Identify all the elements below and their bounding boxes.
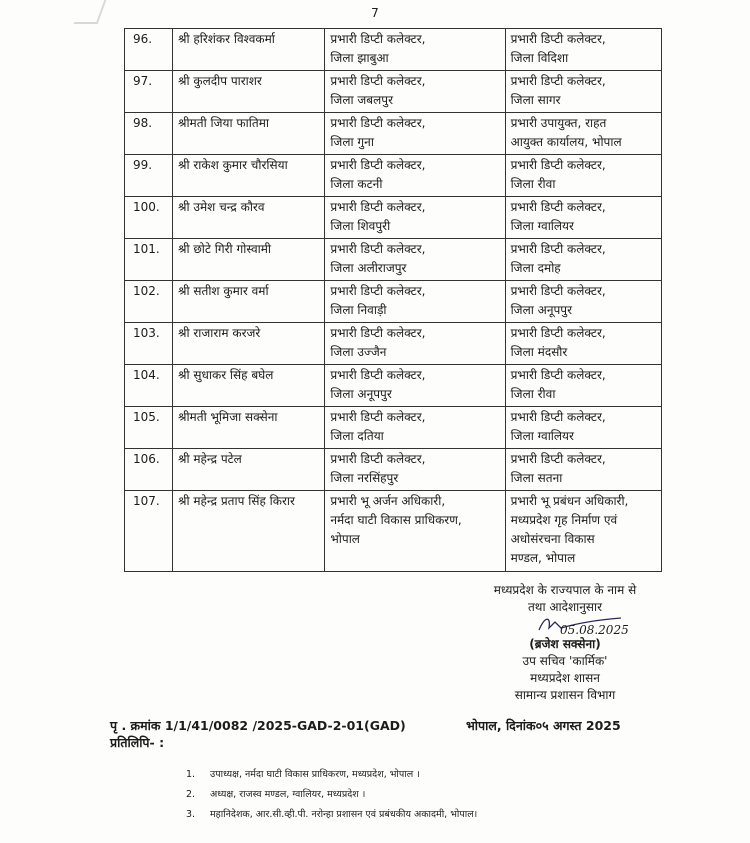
table-row	[125, 365, 662, 407]
serial-number-cell: 107.	[125, 491, 173, 572]
current-post-line: प्रभारी डिप्टी कलेक्टर,	[330, 242, 426, 256]
new-post-line: प्रभारी भू प्रबंधन अधिकारी,	[510, 494, 629, 508]
new-post-cell	[505, 71, 661, 113]
officer-name-cell: श्री राजाराम करजरे	[172, 323, 324, 365]
copy-to-label: प्रतिलिपि- :	[110, 735, 165, 750]
new-post-cell	[505, 365, 661, 407]
authority-line-1: मध्यप्रदेश के राज्यपाल के नाम से	[493, 583, 637, 597]
current-post-line: प्रभारी डिप्टी कलेक्टर,	[330, 452, 426, 466]
new-post-line: प्रभारी उपायुक्त, राहत	[510, 116, 607, 130]
serial-number-cell: 104.	[125, 365, 173, 407]
serial-number-cell: 105.	[125, 407, 173, 449]
new-post-cell	[505, 449, 661, 491]
new-post-line: जिला दमोह	[510, 261, 561, 275]
serial-number-cell: 103.	[125, 323, 173, 365]
new-post-line: आयुक्त कार्यालय, भोपाल	[510, 135, 622, 149]
new-post-line: मण्डल, भोपाल	[510, 551, 576, 565]
copy-item-number: 3.	[186, 809, 196, 820]
serial-number-cell: 96.	[125, 29, 173, 71]
new-post-line: मध्यप्रदेश गृह निर्माण एवं	[510, 513, 618, 527]
new-post-line: प्रभारी डिप्टी कलेक्टर,	[510, 74, 606, 88]
current-post-line: नर्मदा घाटी विकास प्राधिकरण,	[330, 513, 462, 527]
new-post-cell	[505, 29, 661, 71]
current-post-cell	[325, 281, 505, 323]
new-post-line: प्रभारी डिप्टी कलेक्टर,	[510, 410, 606, 424]
new-post-line: प्रभारी डिप्टी कलेक्टर,	[510, 326, 606, 340]
new-post-line: जिला ग्वालियर	[510, 429, 574, 443]
current-post-line: जिला जबलपुर	[330, 93, 394, 107]
current-post-line: जिला दतिया	[330, 429, 384, 443]
table-row	[125, 239, 662, 281]
current-post-line: प्रभारी डिप्टी कलेक्टर,	[330, 32, 426, 46]
new-post-line: जिला विदिशा	[510, 51, 569, 65]
current-post-line: प्रभारी डिप्टी कलेक्टर,	[330, 326, 426, 340]
current-post-cell	[325, 449, 505, 491]
new-post-cell	[505, 239, 661, 281]
signed-date: 05.08.2025	[560, 623, 629, 637]
new-post-line: प्रभारी डिप्टी कलेक्टर,	[510, 452, 606, 466]
signer-name: (ब्रजेश सक्सेना)	[529, 637, 601, 651]
new-post-line: प्रभारी डिप्टी कलेक्टर,	[510, 32, 606, 46]
table-row	[125, 491, 662, 572]
copy-item-number: 1.	[186, 769, 196, 780]
place-and-date: भोपाल, दिनांक०५ अगस्त 2025	[466, 718, 621, 733]
copy-item-text: उपाध्यक्ष, नर्मदा घाटी विकास प्राधिकरण, मध्यप्रदेश, भोपाल ।	[210, 769, 420, 780]
current-post-line: प्रभारी डिप्टी कलेक्टर,	[330, 158, 426, 172]
authority-line-2: तथा आदेशानुसार	[527, 600, 603, 614]
officer-name-cell: श्री छोटे गिरी गोस्वामी	[172, 239, 324, 281]
copy-item-text: महानिदेशक, आर.सी.व्ही.पी. नरोन्हा प्रशासन एवं प्रबंधकीय अकादमी, भोपाल।	[210, 809, 478, 820]
new-post-line: जिला सागर	[510, 93, 561, 107]
officer-name-cell: श्री महेन्द्र पटेल	[172, 449, 324, 491]
current-post-line: प्रभारी भू अर्जन अधिकारी,	[330, 494, 446, 508]
table-row	[125, 113, 662, 155]
officer-name-cell: श्रीमती भूमिजा सक्सेना	[172, 407, 324, 449]
current-post-line: प्रभारी डिप्टी कलेक्टर,	[330, 410, 426, 424]
copy-list	[186, 765, 477, 825]
officer-name-cell: श्रीमती जिया फातिमा	[172, 113, 324, 155]
new-post-line: प्रभारी डिप्टी कलेक्टर,	[510, 242, 606, 256]
officer-name-cell: श्री सुधाकर सिंह बघेल	[172, 365, 324, 407]
current-post-line: जिला नरसिंहपुर	[330, 471, 399, 485]
serial-number-cell: 99.	[125, 155, 173, 197]
new-post-line: अधोसंरचना विकास	[510, 532, 595, 546]
new-post-cell	[505, 323, 661, 365]
signer-designation: उप सचिव 'कार्मिक'	[522, 654, 608, 668]
serial-number-cell: 98.	[125, 113, 173, 155]
current-post-line: प्रभारी डिप्टी कलेक्टर,	[330, 368, 426, 382]
current-post-cell	[325, 29, 505, 71]
new-post-line: जिला रीवा	[510, 177, 556, 191]
table-row	[125, 449, 662, 491]
new-post-line: जिला सतना	[510, 471, 563, 485]
new-post-line: जिला मंदसौर	[510, 345, 568, 359]
current-post-line: भोपाल	[330, 532, 360, 546]
current-post-line: जिला गुना	[330, 135, 374, 149]
new-post-cell	[505, 113, 661, 155]
serial-number-cell: 106.	[125, 449, 173, 491]
department-name: सामान्य प्रशासन विभाग	[514, 688, 616, 702]
table-row	[125, 281, 662, 323]
current-post-line: जिला निवाड़ी	[330, 303, 387, 317]
table-row	[125, 29, 662, 71]
new-post-line: जिला अनूपपुर	[510, 303, 573, 317]
current-post-line: प्रभारी डिप्टी कलेक्टर,	[330, 116, 426, 130]
copy-list-item	[186, 805, 477, 825]
current-post-line: प्रभारी डिप्टी कलेक्टर,	[330, 284, 426, 298]
serial-number-cell: 101.	[125, 239, 173, 281]
handwritten-signature	[440, 616, 690, 636]
current-post-cell	[325, 239, 505, 281]
serial-number-cell: 97.	[125, 71, 173, 113]
current-post-line: जिला झाबुआ	[330, 51, 389, 65]
serial-number-cell: 102.	[125, 281, 173, 323]
copy-list-item	[186, 765, 477, 785]
serial-number-cell: 100.	[125, 197, 173, 239]
current-post-line: जिला अलीराजपुर	[330, 261, 407, 275]
current-post-line: जिला उज्जैन	[330, 345, 387, 359]
new-post-cell	[505, 197, 661, 239]
officer-name-cell: श्री उमेश चन्द्र कौरव	[172, 197, 324, 239]
current-post-cell	[325, 155, 505, 197]
table-row	[125, 407, 662, 449]
officer-name-cell: श्री सतीश कुमार वर्मा	[172, 281, 324, 323]
new-post-line: प्रभारी डिप्टी कलेक्टर,	[510, 284, 606, 298]
new-post-line: प्रभारी डिप्टी कलेक्टर,	[510, 368, 606, 382]
current-post-cell	[325, 71, 505, 113]
new-post-cell	[505, 281, 661, 323]
current-post-line: जिला शिवपुरी	[330, 219, 391, 233]
current-post-cell	[325, 323, 505, 365]
reference-number: पृ . क्रमांक 1/1/41/0082 /2025-GAD-2-01(GAD)	[110, 718, 406, 733]
current-post-cell	[325, 197, 505, 239]
new-post-cell	[505, 491, 661, 572]
transfer-table	[124, 28, 662, 572]
copy-item-number: 2.	[186, 789, 196, 800]
page-number: 7	[371, 6, 379, 20]
copy-item-text: अध्यक्ष, राजस्व मण्डल, ग्वालियर, मध्यप्रदेश ।	[210, 789, 366, 800]
current-post-line: प्रभारी डिप्टी कलेक्टर,	[330, 74, 426, 88]
current-post-cell	[325, 365, 505, 407]
current-post-cell	[325, 407, 505, 449]
new-post-cell	[505, 155, 661, 197]
government-name: मध्यप्रदेश शासन	[530, 671, 600, 685]
table-row	[125, 155, 662, 197]
officer-name-cell: श्री हरिशंकर विश्वकर्मा	[172, 29, 324, 71]
new-post-cell	[505, 407, 661, 449]
table-row	[125, 323, 662, 365]
new-post-line: प्रभारी डिप्टी कलेक्टर,	[510, 200, 606, 214]
current-post-line: जिला अनूपपुर	[330, 387, 392, 401]
officer-name-cell: श्री महेन्द्र प्रताप सिंह किरार	[172, 491, 324, 572]
current-post-cell	[325, 491, 505, 572]
table-row	[125, 71, 662, 113]
current-post-line: प्रभारी डिप्टी कलेक्टर,	[330, 200, 426, 214]
officer-name-cell: श्री राकेश कुमार चौरसिया	[172, 155, 324, 197]
current-post-line: जिला कटनी	[330, 177, 383, 191]
officer-name-cell: श्री कुलदीप पाराशर	[172, 71, 324, 113]
table-row	[125, 197, 662, 239]
new-post-line: प्रभारी डिप्टी कलेक्टर,	[510, 158, 606, 172]
new-post-line: जिला ग्वालियर	[510, 219, 574, 233]
signature-block	[440, 582, 690, 704]
current-post-cell	[325, 113, 505, 155]
new-post-line: जिला रीवा	[510, 387, 556, 401]
copy-list-item	[186, 785, 477, 805]
